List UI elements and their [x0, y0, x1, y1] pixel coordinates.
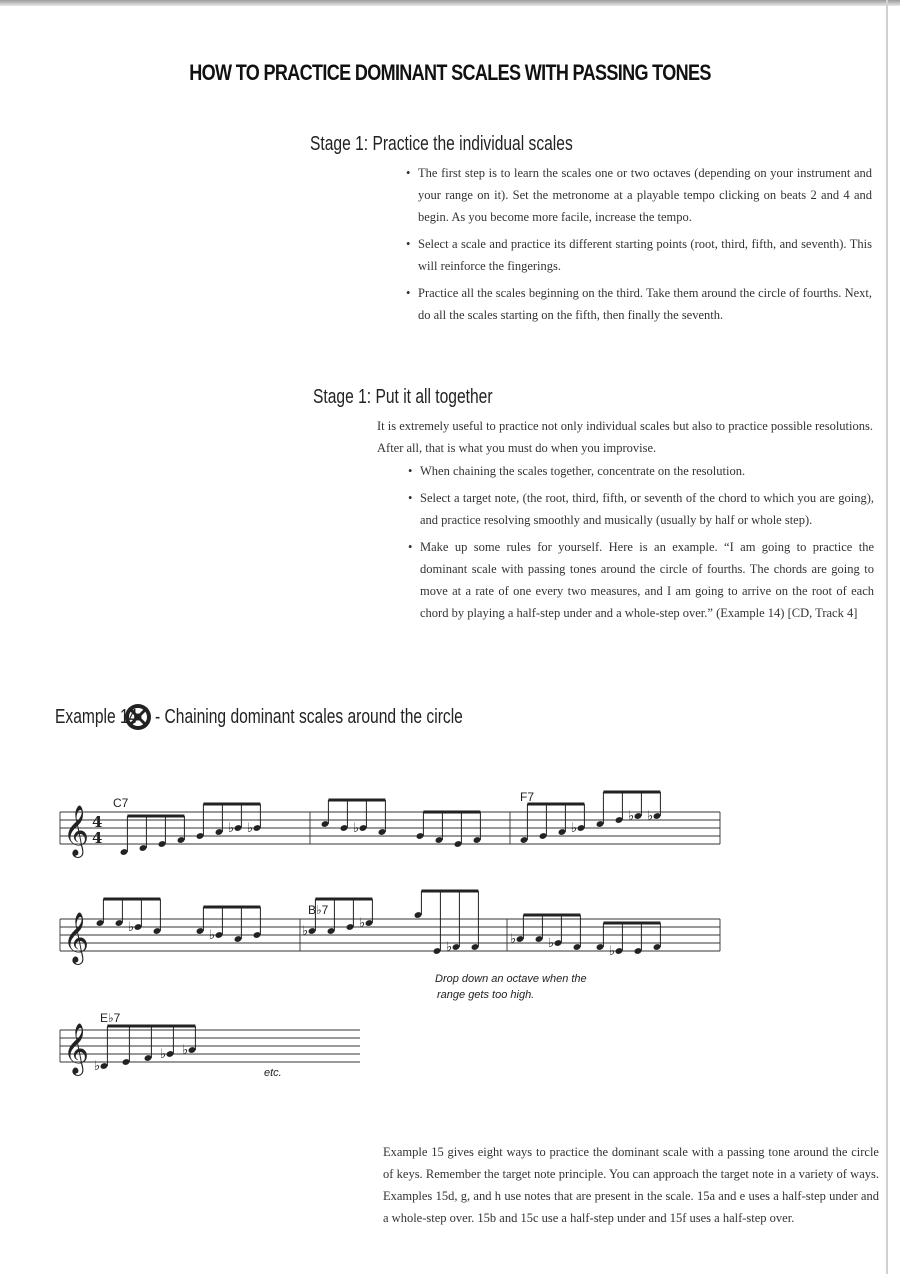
stage-2-bullet-3: • Make up some rules for yourself. Here is an example. “I am going to practice the dominant scale with passing tones around the circle of fourths. The chords are going to move at a rate of one every two measures, and I am going to arrive on the root of each chord by playing a half-step under and a whole-step over.” (Example 14) [CD, Track 4] — [408, 536, 874, 624]
stage-2-bullet-2: • Select a target note, (the root, third, fifth, or seventh of the chord to which you are going), and practice resolving smoothly and musically (usually by half or whole step). — [408, 487, 874, 531]
example-label: Example 14 — [55, 705, 138, 728]
flat-sign: ♭ — [647, 809, 654, 824]
flat-sign: ♭ — [353, 821, 360, 836]
flat-sign: ♭ — [548, 936, 555, 951]
treble-clef: 𝄞 — [63, 805, 90, 856]
stage-1-bullet-1: • The first step is to learn the scales one or two octaves (depending on your instrument and your range on it). Set the metronome at a playable tempo clicking on beats 2 and 4 and begin. As you become more facile, increase the tempo. — [406, 162, 872, 228]
chord-symbol-f7: F7 — [520, 790, 535, 804]
flat-sign: ♭ — [302, 924, 309, 939]
stage-2-intro: It is extremely useful to practice not only individual scales but also to practice possible resolutions. After all, that is what you must do when you improvise. — [377, 419, 873, 455]
chord-symbol-bb7: B♭7 — [308, 903, 329, 917]
flat-sign: ♭ — [510, 932, 517, 947]
flat-sign: ♭ — [571, 821, 578, 836]
flat-sign: ♭ — [247, 821, 254, 836]
flat-sign: ♭ — [359, 916, 366, 931]
flat-sign: ♭ — [182, 1043, 189, 1058]
etc-label: etc. — [264, 1067, 282, 1079]
example-caption: - Chaining dominant scales around the circle — [154, 705, 463, 728]
octave-annotation-line-1: Drop down an octave when the — [435, 973, 587, 985]
stage-2-bullet-1: • When chaining the scales together, concentrate on the resolution. — [408, 460, 874, 482]
chord-symbol-c7: C7 — [113, 796, 129, 810]
flat-sign: ♭ — [160, 1047, 167, 1062]
closing-paragraph: Example 15 gives eight ways to practice the dominant scale with a passing tone around the circle of keys. Remember the target note principle. You can approach the target note in a variety of ways. Examples 15d, g, and h use notes that are present in the scale. 15a and e uses a half-step under and a whole-step over. 15b and 15c use a half-step under and 15f uses a half-step over. — [383, 1145, 879, 1225]
flat-sign: ♭ — [228, 821, 235, 836]
flat-sign: ♭ — [628, 809, 635, 824]
treble-clef: 𝄞 — [63, 1023, 90, 1074]
flat-sign: ♭ — [609, 944, 616, 959]
stage-1-heading: Stage 1: Practice the individual scales — [310, 133, 573, 155]
chord-symbol-eb7: E♭7 — [100, 1011, 121, 1025]
flat-sign: ♭ — [94, 1059, 101, 1074]
octave-annotation-line-2: range gets too high. — [437, 989, 535, 1001]
treble-clef: 𝄞 — [63, 912, 90, 963]
stage-2-heading: Stage 1: Put it all together — [313, 386, 493, 408]
stage-1-bullet-3: • Practice all the scales beginning on the third. Take them around the circle of fourths. Next, do all the scales starting on the fifth, then finally the seventh. — [406, 282, 872, 326]
flat-sign: ♭ — [446, 940, 453, 955]
page-title: HOW TO PRACTICE DOMINANT SCALES WITH PASSING TONES — [189, 60, 711, 85]
flat-sign: ♭ — [209, 928, 216, 943]
stage-1-bullet-2: • Select a scale and practice its different starting points (root, third, fifth, and seventh). This will reinforce the fingerings. — [406, 233, 872, 277]
time-signature: 4 — [92, 813, 103, 831]
flat-sign: ♭ — [128, 920, 135, 935]
time-signature: 4 — [92, 829, 103, 847]
